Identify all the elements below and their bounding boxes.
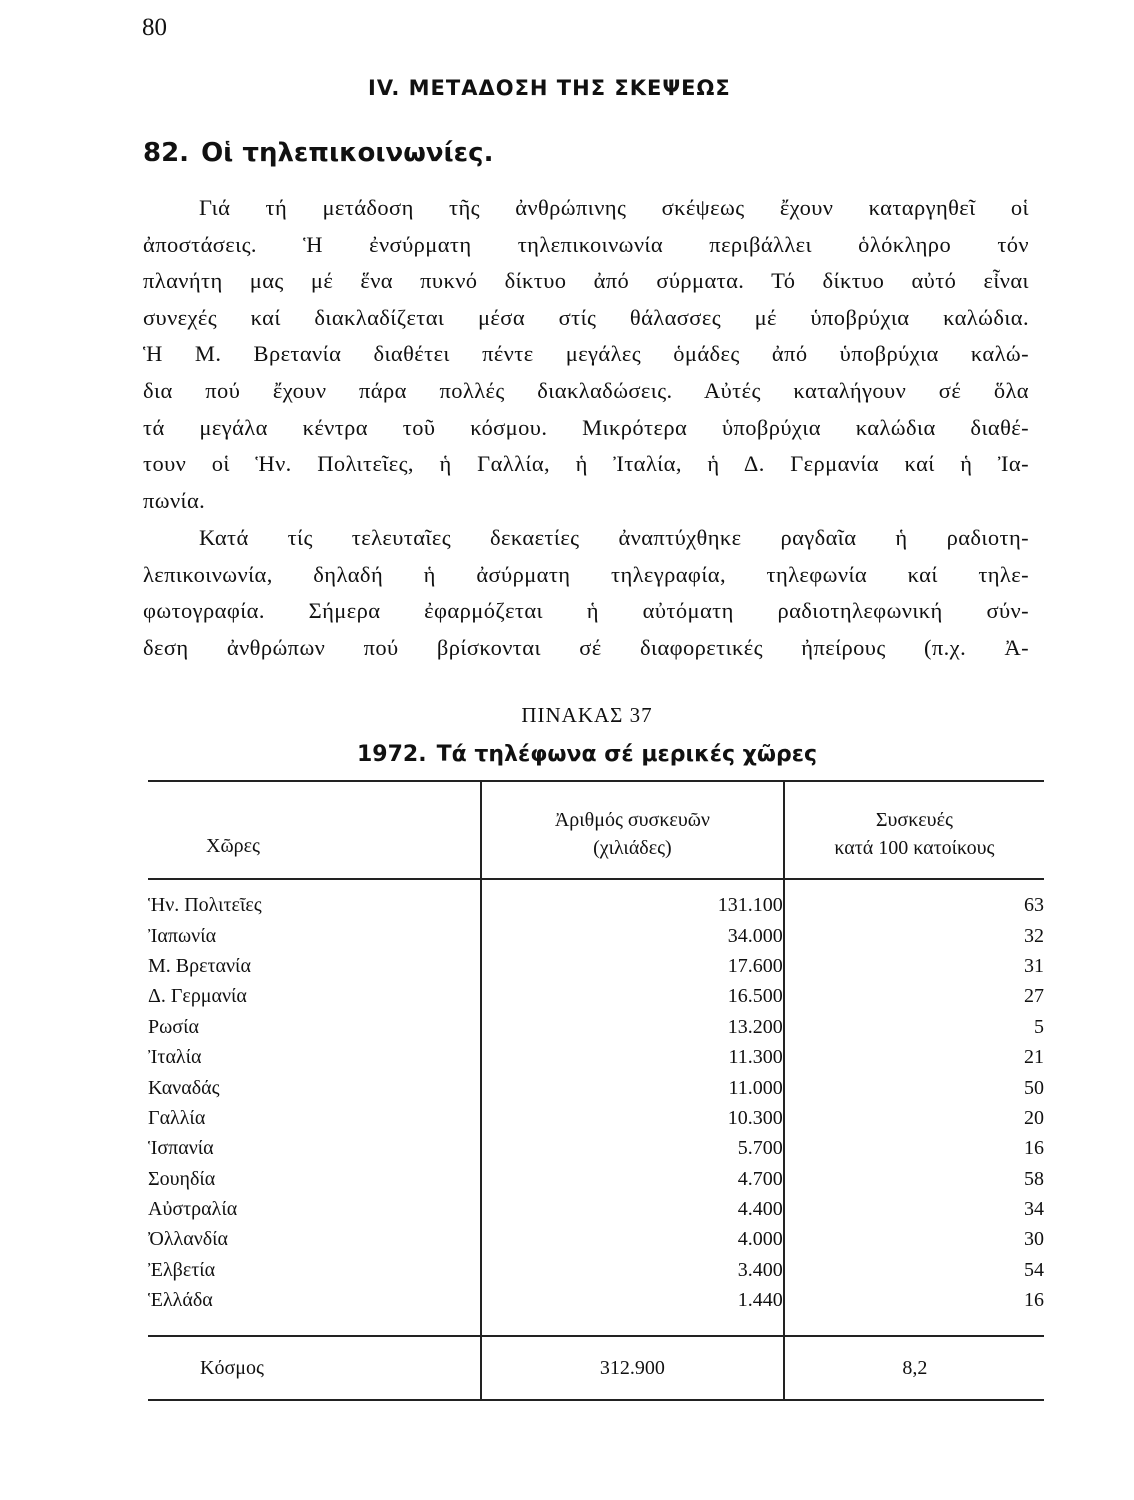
total-country: Κόσμος bbox=[148, 1336, 481, 1400]
table-row bbox=[148, 981, 1044, 1011]
cell-devices: 1.440 bbox=[481, 1285, 784, 1336]
paragraph-2 bbox=[143, 520, 1029, 666]
cell-devices: 10.300 bbox=[481, 1103, 784, 1133]
table-caption: ΠΙΝΑΚΑΣ 37 bbox=[521, 703, 653, 727]
subsection-number: 82. bbox=[143, 138, 190, 168]
cell-per100: 58 bbox=[1024, 1167, 1044, 1190]
cell-per100: 5 bbox=[1034, 1015, 1044, 1038]
cell-per100: 16 bbox=[1024, 1137, 1044, 1160]
table-total-row bbox=[148, 1336, 1044, 1400]
table-row bbox=[148, 1103, 1044, 1133]
cell-devices: 13.200 bbox=[481, 1012, 784, 1042]
table-row bbox=[148, 1164, 1044, 1194]
paragraph-line: πλανήτη μας μέ ἕνα πυκνό δίκτυο ἀπό σύρματα. Τό δίκτυο αὐτό εἶναι bbox=[143, 268, 1029, 294]
subsection-title: Οἱ τηλεπικοινωνίες. bbox=[201, 138, 494, 168]
header-per100-line1: Συσκευές bbox=[875, 809, 953, 831]
subsection-heading bbox=[143, 138, 493, 168]
cell-devices: 11.300 bbox=[481, 1042, 784, 1072]
cell-devices: 34.000 bbox=[481, 920, 784, 950]
paragraph-line: δεση ἀνθρώπων πού βρίσκονται σέ διαφορετικές ἠπείρους (π.χ. Ἀ- bbox=[143, 634, 1029, 660]
telephones-table bbox=[148, 780, 1044, 1401]
table-title-text: Τά τηλέφωνα σέ μερικές χῶρες bbox=[436, 742, 818, 767]
table-row bbox=[148, 1255, 1044, 1285]
cell-per100: 54 bbox=[1024, 1258, 1044, 1281]
table-row bbox=[148, 879, 1044, 920]
table-title bbox=[0, 742, 1134, 767]
header-country: Χῶρες bbox=[148, 781, 481, 879]
cell-devices: 4.700 bbox=[481, 1164, 784, 1194]
total-devices: 312.900 bbox=[481, 1336, 784, 1400]
cell-country: Καναδάς bbox=[148, 1072, 481, 1102]
paragraph-line: τουν οἱ Ἡν. Πολιτεῖες, ἡ Γαλλία, ἡ Ἰταλία, ἡ Δ. Γερμανία καί ἡ Ἰα- bbox=[143, 451, 1029, 477]
cell-per100: 32 bbox=[1024, 924, 1044, 947]
cell-per100: 50 bbox=[1024, 1076, 1044, 1099]
cell-devices: 17.600 bbox=[481, 951, 784, 981]
table-row bbox=[148, 1194, 1044, 1224]
cell-country: Ἐλβετία bbox=[148, 1255, 481, 1285]
paragraph-line: Ἡ Μ. Βρετανία διαθέτει πέντε μεγάλες ὁμάδες ἀπό ὑποβρύχια καλώ- bbox=[143, 341, 1029, 367]
cell-per100: 63 bbox=[1024, 894, 1044, 917]
header-per100-line2: κατά 100 κατοίκους bbox=[834, 837, 995, 859]
paragraph-line: δια πού ἔχουν πάρα πολλές διακλαδώσεις. Αὐτές καταλήγουν σέ ὅλα bbox=[143, 377, 1029, 403]
cell-country: Μ. Βρετανία bbox=[148, 951, 481, 981]
cell-per100: 21 bbox=[1024, 1046, 1044, 1069]
table-row bbox=[148, 1224, 1044, 1254]
cell-devices: 131.100 bbox=[481, 879, 784, 920]
table-header-row bbox=[148, 781, 1044, 879]
cell-country: Ἰαπωνία bbox=[148, 920, 481, 950]
cell-per100: 27 bbox=[1024, 985, 1044, 1008]
table-row bbox=[148, 1133, 1044, 1163]
header-devices-line1: Ἀριθμός συσκευῶν bbox=[554, 809, 710, 831]
cell-per100: 31 bbox=[1024, 954, 1044, 977]
table-row bbox=[148, 1042, 1044, 1072]
table-row bbox=[148, 1072, 1044, 1102]
paragraph-line: ἀποστάσεις. Ἡ ἐνσύρματη τηλεπικοινωνία περιβάλλει ὁλόκληρο τόν bbox=[143, 231, 1029, 257]
cell-devices: 5.700 bbox=[481, 1133, 784, 1163]
paragraph-line: Κατά τίς τελευταῖες δεκαετίες ἀναπτύχθηκε ραγδαῖα ἡ ραδιοτη- bbox=[199, 525, 1029, 550]
paragraph-line: τά μεγάλα κέντρα τοῦ κόσμου. Μικρότερα ὑποβρύχια καλώδια διαθέ- bbox=[143, 414, 1029, 440]
cell-country: Ρωσία bbox=[148, 1012, 481, 1042]
cell-country: Αὐστραλία bbox=[148, 1194, 481, 1224]
cell-country: Ἱσπανία bbox=[148, 1133, 481, 1163]
page-number: 80 bbox=[142, 14, 167, 41]
paragraph-line: Γιά τή μετάδοση τῆς ἀνθρώπινης σκέψεως ἔχουν καταργηθεῖ οἱ bbox=[199, 195, 1029, 220]
cell-per100: 30 bbox=[1024, 1228, 1044, 1251]
cell-per100: 16 bbox=[1024, 1289, 1044, 1312]
cell-devices: 3.400 bbox=[481, 1255, 784, 1285]
cell-country: Γαλλία bbox=[148, 1103, 481, 1133]
section-heading: IV. ΜΕΤΑΔΟΣΗ ΤΗΣ ΣΚΕΨΕΩΣ bbox=[368, 76, 731, 100]
cell-country: Σουηδία bbox=[148, 1164, 481, 1194]
table-row bbox=[148, 1012, 1044, 1042]
table-row bbox=[148, 951, 1044, 981]
cell-devices: 11.000 bbox=[481, 1072, 784, 1102]
table-row bbox=[148, 1285, 1044, 1336]
header-devices-line2: (χιλιάδες) bbox=[593, 837, 672, 859]
paragraph-1 bbox=[143, 190, 1029, 519]
cell-country: Ὀλλανδία bbox=[148, 1224, 481, 1254]
cell-country: Ἡν. Πολιτεῖες bbox=[148, 879, 481, 920]
cell-country: Ἰταλία bbox=[148, 1042, 481, 1072]
paragraph-line: φωτογραφία. Σήμερα ἐφαρμόζεται ἡ αὐτόματη ραδιοτηλεφωνική σύν- bbox=[143, 598, 1029, 624]
cell-per100: 20 bbox=[1024, 1106, 1044, 1129]
cell-devices: 4.000 bbox=[481, 1224, 784, 1254]
table-row bbox=[148, 920, 1044, 950]
paragraph-line: πωνία. bbox=[143, 487, 206, 513]
table-title-year: 1972. bbox=[356, 742, 427, 767]
header-devices bbox=[481, 781, 784, 879]
paragraph-line: λεπικοινωνία, δηλαδή ἡ ἀσύρματη τηλεγραφία, τηλεφωνία καί τηλε- bbox=[143, 561, 1029, 587]
cell-devices: 4.400 bbox=[481, 1194, 784, 1224]
cell-country: Ἑλλάδα bbox=[148, 1285, 481, 1336]
paragraph-line: συνεχές καί διακλαδίζεται μέσα στίς θάλασσες μέ ὑποβρύχια καλώδια. bbox=[143, 304, 1029, 330]
cell-country: Δ. Γερμανία bbox=[148, 981, 481, 1011]
total-per100: 8,2 bbox=[784, 1336, 1044, 1400]
cell-per100: 34 bbox=[1024, 1198, 1044, 1221]
header-per100 bbox=[784, 781, 1044, 879]
cell-devices: 16.500 bbox=[481, 981, 784, 1011]
